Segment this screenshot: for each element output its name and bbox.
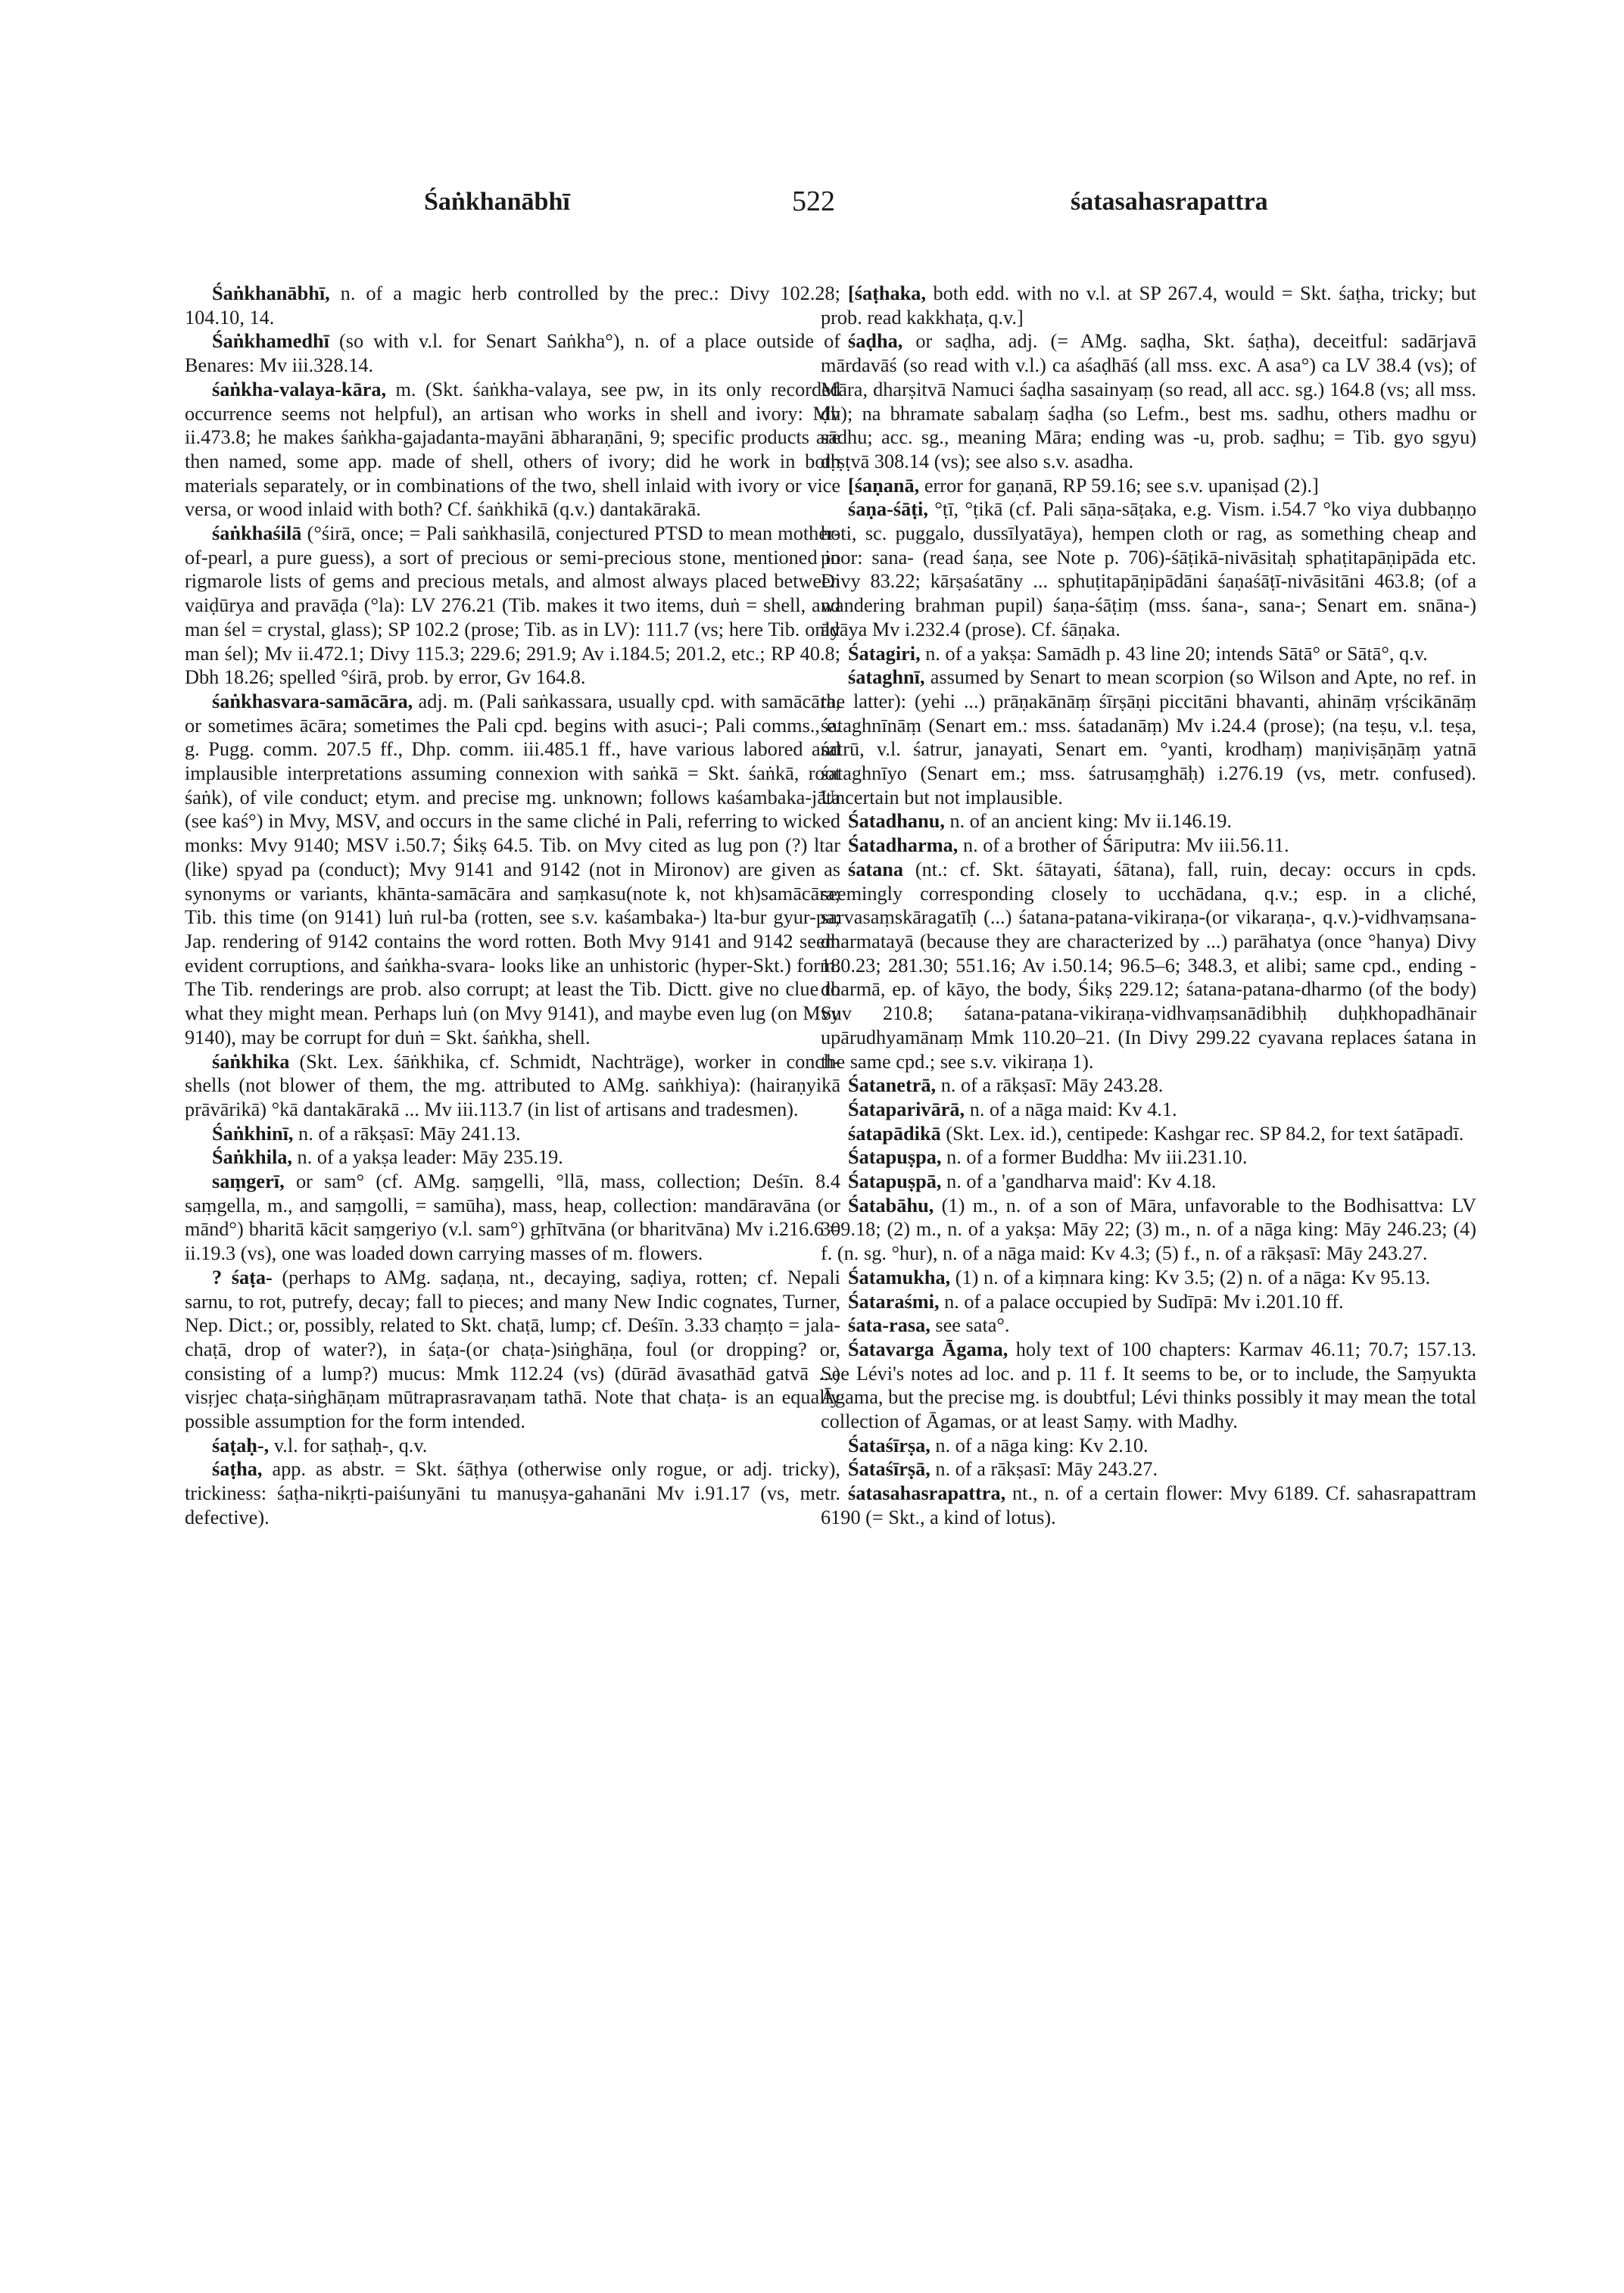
entry-headword: Śatagiri, bbox=[848, 642, 921, 665]
dictionary-entry bbox=[821, 809, 1476, 833]
dictionary-entry bbox=[821, 1266, 1476, 1290]
dictionary-entry bbox=[185, 378, 840, 522]
entry-headword: śaṅkhasvara-samācāra, bbox=[212, 690, 413, 712]
dictionary-entry bbox=[185, 329, 840, 377]
page-number: 522 bbox=[792, 185, 835, 217]
dictionary-entry bbox=[821, 497, 1476, 641]
entry-headword: Śatapuṣpa, bbox=[848, 1146, 942, 1169]
entry-headword: śaṭha, bbox=[212, 1458, 263, 1481]
entry-definition: n. of a rākṣasī: Māy 243.27. bbox=[930, 1458, 1158, 1481]
entry-headword: Śataśīrṣā, bbox=[848, 1458, 930, 1481]
entry-headword: śaṭaḥ-, bbox=[212, 1434, 270, 1456]
dictionary-entry bbox=[185, 690, 840, 1050]
entry-headword: saṃgerī, bbox=[212, 1170, 285, 1193]
entry-headword: Śaṅkhamedhī bbox=[212, 330, 329, 353]
entry-definition: n. of a brother of Śāriputra: Mv iii.56.11. bbox=[958, 834, 1289, 857]
entry-headword: ? śaṭa- bbox=[212, 1266, 273, 1288]
entry-definition: n. of a magic herb controlled by the prec.: Divy 102.28; 104.10, 14. bbox=[185, 282, 840, 329]
entry-headword: Śataparivārā, bbox=[848, 1098, 965, 1120]
entry-headword: śaḍha, bbox=[848, 330, 903, 353]
dictionary-entry bbox=[821, 282, 1476, 329]
entry-headword: Śatanetrā, bbox=[848, 1074, 937, 1097]
entry-headword: Śatadharma, bbox=[848, 834, 959, 857]
entry-headword: śatasahasrapattra, bbox=[848, 1482, 1006, 1505]
dictionary-entry bbox=[821, 1194, 1476, 1266]
left-column bbox=[185, 282, 840, 1530]
entry-definition: °ṭī, °ṭikā (cf. Pali sāṇa-sāṭaka, e.g. Vism. i.54.7 °ko viya dubbaṇṇo hoti, sc. puggalo, dussīlyatāya), hempen cloth or rag, as something cheap and poor: sana- (read śaṇa, see Note p. 706)-śāṭikā-nivāsitaḥ sphaṭitapāṇipāda etc. Divy 83.22; kārṣaśatāny ... sphuṭitapāṇipādāni śaṇaśāṭī-nivāsitāni 463.8; (of a wandering brahman pupil) śaṇa-śāṭiṃ (mss. śana-, sana-; Senart em. snāna-) ādāya Mv i.232.4 (prose). Cf. śāṇaka. bbox=[821, 498, 1476, 640]
entry-definition: n. of a nāga maid: Kv 4.1. bbox=[965, 1098, 1177, 1120]
entry-headword: Śaṅkhanābhī, bbox=[212, 282, 330, 304]
entry-headword: śataghnī, bbox=[848, 666, 925, 689]
entry-headword: [śaṇanā, bbox=[848, 474, 920, 497]
entry-headword: śatapādikā bbox=[848, 1122, 941, 1145]
running-head-left: Śaṅkhanābhī bbox=[424, 188, 570, 216]
dictionary-entry bbox=[821, 833, 1476, 858]
right-column bbox=[821, 282, 1476, 1530]
dictionary-entry bbox=[185, 522, 840, 690]
entry-definition: both edd. with no v.l. at SP 267.4, would = Skt. śaṭha, tricky; but prob. read kakkhaṭa, q.v.] bbox=[821, 282, 1476, 329]
entry-headword: Śatabāhu, bbox=[848, 1194, 934, 1217]
entry-headword: [śaṭhaka, bbox=[848, 282, 927, 304]
entry-definition: m. (Skt. śaṅkha-valaya, see pw, in its only recorded occurrence seems not helpful), an artisan who works in shell and ivory: Mv ii.473.8; he makes śaṅkha-gajadanta-mayāni ābharaṇāni, 9; specific products are then named, some app. made of shell, others of ivory; did he work in both materials separately, or in combinations of the two, shell inlaid with ivory or vice versa, or wood inlaid with both? Cf. śaṅkhikā (q.v.) dantakārakā. bbox=[185, 378, 840, 521]
dictionary-entry bbox=[185, 1434, 840, 1458]
dictionary-entry bbox=[821, 1457, 1476, 1481]
entry-headword: Śataśīrṣa, bbox=[848, 1434, 930, 1456]
dictionary-entry bbox=[185, 1170, 840, 1266]
dictionary-entry bbox=[821, 474, 1476, 498]
entry-headword: Śatadhanu, bbox=[848, 810, 945, 833]
dictionary-entry bbox=[821, 642, 1476, 666]
dictionary-entry bbox=[821, 1073, 1476, 1098]
dictionary-entry bbox=[821, 665, 1476, 809]
dictionary-entry bbox=[185, 282, 840, 329]
dictionary-entry bbox=[821, 1481, 1476, 1529]
dictionary-entry bbox=[821, 1313, 1476, 1338]
dictionary-entry bbox=[821, 1145, 1476, 1170]
entry-headword: śaṅkha-valaya-kāra, bbox=[212, 378, 387, 400]
entry-definition: (perhaps to AMg. saḍaṇa, nt., decaying, saḍiya, rotten; cf. Nepali sarnu, to rot, putrefy, decay; fall to pieces; and many New Indic cognates, Turner, Nep. Dict.; or, possibly, related to Skt. chaṭā, lump; cf. Deśīn. 3.33 chaṃṭo = jala-chaṭā, drop of water?), in śaṭa-(or chaṭa-)siṅghāṇa, foul (or dropping? or, consisting of a lump?) mucus: Mmk 112.24 (vs) (dūrād āvasathād gatvā ...) visṛjec chaṭa-siṅghāṇam mūtraprasravaṇam tathā. Note that chaṭa- is an equally possible assumption for the form intended. bbox=[185, 1266, 840, 1433]
dictionary-entry bbox=[185, 1266, 840, 1434]
entry-headword: Śatavarga Āgama, bbox=[848, 1338, 1008, 1360]
entry-definition: n. of a yakṣa: Samādh p. 43 line 20; intends Sātā° or Sātā°, q.v. bbox=[920, 642, 1428, 665]
entry-definition: (°śirā, once; = Pali saṅkhasilā, conjectured PTSD to mean mother-of-pearl, a pure guess), a sort of precious or semi-precious stone, mentioned in rigmarole lists of gems and precious metals, and almost always placed between vaiḍūrya and pravāḍa (°la): LV 276.21 (Tib. makes it two items, duṅ = shell, and man śel = crystal, glass); SP 102.2 (prose; Tib. as in LV): 111.7 (vs; here Tib. only man śel); Mv ii.472.1; Divy 115.3; 229.6; 291.9; Av i.184.5; 201.2, etc.; RP 40.8; Dbh 18.26; spelled °śirā, prob. by error, Gv 164.8. bbox=[185, 522, 840, 689]
entry-headword: Śataraśmi, bbox=[848, 1290, 940, 1313]
entry-definition: assumed by Senart to mean scorpion (so Wilson and Apte, no ref. in the latter): (yehi ...) prāṇakānāṃ śīrṣāṇi piccitāni bhavanti, ahināṃ vṛścikānāṃ śataghnīnāṃ (Senart em.: mss. śatadanāṃ) Mv i.24.4 (prose); (na teṣu, v.l. teṣa, śatrū, v.l. śatrur, janayati, Senart em. °yanti, krodhaṃ) maṇiviṣāṇāṃ yatnā śataghnīyo (Senart em.; mss. śatrusaṃghāḥ) i.276.19 (vs, metr. confused). Uncertain but not implausible. bbox=[821, 666, 1476, 808]
entry-definition: n. of a yakṣa leader: Māy 235.19. bbox=[291, 1146, 563, 1169]
entry-headword: śatana bbox=[848, 858, 904, 880]
dictionary-entry bbox=[821, 1434, 1476, 1458]
running-head-right: śatasahasrapattra bbox=[1071, 188, 1268, 216]
dictionary-entry bbox=[821, 858, 1476, 1073]
entry-definition: (Skt. Lex. śāṅkhika, cf. Schmidt, Nachträge), worker in conch-shells (not blower of them, the mg. attributed to AMg. saṅkhiya): (hairaṇyikā prāvārikā) °kā dantakārakā ... Mv iii.113.7 (in list of artisans and tradesmen). bbox=[185, 1050, 840, 1120]
entry-headword: Śatamukha, bbox=[848, 1266, 951, 1288]
entry-headword: śata-rasa, bbox=[848, 1314, 930, 1337]
entry-definition: adj. m. (Pali saṅkassara, usually cpd. with samācāra, or sometimes ācāra; sometimes the Pali cpd. begins with asuci-; Pali comms., e. g. Pugg. comm. 207.5 ff., Dhp. comm. iii.485.1 ff., have various labored and implausible interpretations assuming connexion with saṅkā = Skt. śaṅkā, root śaṅk), of vile conduct; etym. and precise mg. unknown; follows kaśambaka-jāta (see kaś°) in Mvy, MSV, and occurs in the same cliché in Pali, referring to wicked monks: Mvy 9140; MSV i.50.7; Śikṣ 64.5. Tib. on Mvy cited as lug pon (?) ltar (like) spyad pa (conduct); Mvy 9141 and 9142 (not in Mironov) are given as synonyms or variants, khānta-samācāra and saṃkasu(note k, not kh)samācāra; Tib. this time (on 9141) luṅ rul-ba (rotten, see s.v. kaśambaka-) lta-bur gyur-pa; Jap. rendering of 9142 contains the word rotten. Both Mvy 9141 and 9142 seem evident corruptions, and śaṅkha-svara- looks like an unhistoric (hyper-Skt.) form. The Tib. renderings are prob. also corrupt; at least the Tib. Dictt. give no clue to what they might mean. Perhaps luṅ (on Mvy 9141), and maybe even lug (on Mvy 9140), may be corrupt for duṅ = Skt. śaṅkha, shell. bbox=[185, 690, 840, 1048]
entry-definition: or saḍha, adj. (= AMg. saḍha, Skt. śaṭha), deceitful: sadārjavā mārdavāś (so read with v.l.) ca aśaḍhāś (all mss. exc. A asa°) ca LV 38.4 (vs); of Māra, dharṣitvā Namuci śaḍha sasainyaṃ (so read, all acc. sg.) 164.8 (vs; all mss. ḍh); na bhramate sabalaṃ śaḍha (so Lefm., best ms. sadhu, others madhu or sādhu; acc. sg., meaning Māra; ending was -u, prob. saḍhu; = Tib. gyo sgyu) dṛṣṭvā 308.14 (vs); see also s.v. asadha. bbox=[821, 330, 1476, 472]
entry-definition: holy text of 100 chapters: Karmav 46.11; 70.7; 157.13. See Lévi's notes ad loc. and p. 11 f. It seems to be, or to include, the Saṃyukta Āgama, but the precise mg. is doubtful; Lévi thinks possibly it may mean the total collection of Āgamas, or at least Saṃy. with Madhy. bbox=[821, 1338, 1477, 1433]
entry-definition: (nt.: cf. Skt. śātayati, śātana), fall, ruin, decay: occurs in cpds. seemingly corresponding closely to ucchādana, q.v.; esp. in a cliché, sarvasaṃskāragatīḥ (...) śatana-patana-vikiraṇa-(or vikaraṇa-, q.v.)-vidhvaṃsana-dharmatayā (because they are characterized by ...) parāhatya (once °hanya) Divy 180.23; 281.30; 551.16; Av i.50.14; 96.5–6; 348.3, et alibi; same cpd., ending -dharmā, ep. of kāyo, the body, Śikṣ 229.12; śatana-patana-dharmo (of the body) Suv 210.8; śatana-patana-vikiraṇa-vidhvaṃsanādibhiḥ duḥkhopadhānair upārudhyamānaṃ Mmk 110.20–21. (In Divy 299.22 cyavana replaces śatana in the same cpd.; see s.v. vikiraṇa 1). bbox=[821, 858, 1476, 1073]
entry-definition: n. of a rākṣasī: Māy 241.13. bbox=[293, 1122, 521, 1145]
entry-headword: Śaṅkhila, bbox=[212, 1146, 292, 1169]
dictionary-entry bbox=[821, 329, 1476, 473]
entry-definition: error for gaṇanā, RP 59.16; see s.v. upaniṣad (2).] bbox=[919, 474, 1319, 497]
entry-definition: (so with v.l. for Senart Saṅkha°), n. of a place outside of Benares: Mv iii.328.14. bbox=[185, 330, 840, 377]
entry-definition: app. as abstr. = Skt. śāṭhya (otherwise only rogue, or adj. tricky), trickiness: śaṭha-nikṛti-paiśunyāni tu manuṣya-gahanāni Mv i.91.17 (vs, metr. defective). bbox=[185, 1458, 840, 1528]
entry-definition: (1) m., n. of a son of Māra, unfavorable to the Bodhisattva: LV 309.18; (2) m., n. of a yakṣa: Māy 22; (3) m., n. of a nāga king: Māy 246.23; (4) f. (n. sg. °hur), n. of a nāga maid: Kv 4.3; (5) f., n. of a rākṣasī: Māy 243.27. bbox=[821, 1194, 1476, 1265]
dictionary-entry bbox=[821, 1122, 1476, 1146]
entry-definition: see sata°. bbox=[930, 1314, 1010, 1337]
entry-definition: v.l. for saṭhaḥ-, q.v. bbox=[269, 1434, 428, 1456]
entry-definition: n. of a nāga king: Kv 2.10. bbox=[930, 1434, 1149, 1456]
entry-definition: or sam° (cf. AMg. saṃgelli, °llā, mass, collection; Deśīn. 8.4 saṃgella, m., and saṃgolli, = samūha), mass, heap, collection: mandāravāna (or mānd°) bharitā kācit saṃgeriyo (v.l. sam°) gṛhītvāna (or bharitvāna) Mv i.216.6 = ii.19.3 (vs), one was loaded down carrying masses of m. flowers. bbox=[185, 1170, 840, 1265]
dictionary-entry bbox=[821, 1098, 1476, 1122]
entry-definition: nt., n. of a certain flower: Mvy 6189. Cf. sahasrapattram 6190 (= Skt., a kind of lotus). bbox=[821, 1482, 1476, 1528]
dictionary-entry bbox=[185, 1050, 840, 1122]
dictionary-entry bbox=[185, 1145, 840, 1170]
dictionary-entry bbox=[821, 1290, 1476, 1314]
dictionary-entry bbox=[821, 1170, 1476, 1194]
entry-headword: Śatapuṣpā, bbox=[848, 1170, 942, 1193]
entry-headword: śaṅkhaśilā bbox=[212, 522, 302, 545]
entry-definition: n. of a rākṣasī: Māy 243.28. bbox=[936, 1074, 1164, 1097]
entry-definition: n. of an ancient king: Mv ii.146.19. bbox=[944, 810, 1232, 833]
entry-definition: n. of a former Buddha: Mv iii.231.10. bbox=[941, 1146, 1248, 1169]
entry-definition: (Skt. Lex. id.), centipede: Kashgar rec. SP 84.2, for text śatāpadī. bbox=[940, 1122, 1464, 1145]
entry-headword: śaṇa-śāṭi, bbox=[848, 498, 928, 521]
entry-definition: n. of a 'gandharva maid': Kv 4.18. bbox=[941, 1170, 1217, 1193]
dictionary-entry bbox=[185, 1122, 840, 1146]
dictionary-entry bbox=[185, 1457, 840, 1529]
entry-definition: (1) n. of a kiṃnara king: Kv 3.5; (2) n. of a nāga: Kv 95.13. bbox=[950, 1266, 1431, 1288]
entry-headword: śaṅkhika bbox=[212, 1050, 290, 1073]
dictionary-entry bbox=[821, 1338, 1476, 1434]
entry-definition: n. of a palace occupied by Sudīpā: Mv i.201.10 ff. bbox=[939, 1290, 1344, 1313]
entry-headword: Śaṅkhinī, bbox=[212, 1122, 294, 1145]
